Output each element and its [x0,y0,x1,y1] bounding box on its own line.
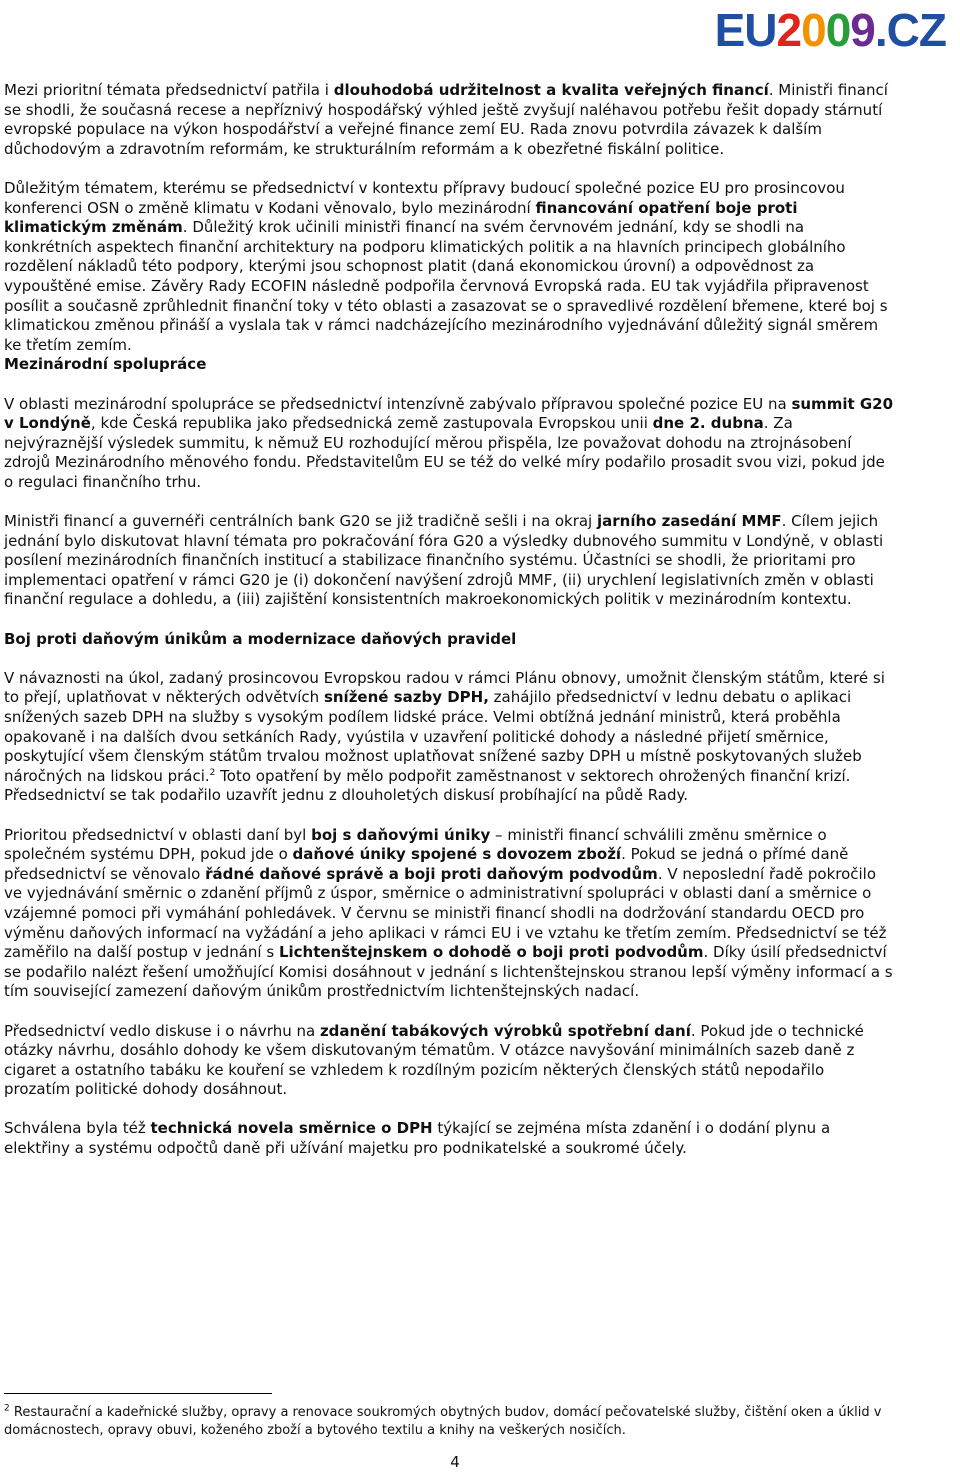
bold-run: jarního zasedání MMF [596,512,782,531]
text-run: V návaznosti na úkol, zadaný prosincovou Evropskou radou v rámci Plánu obnovy, umožnit členským státům, které si to přejí, uplatňovat v některých odvětvích [4,668,885,707]
text-run: zahájilo předsednictví v lednu debatu o aplikaci snížených sazeb DPH na služby s vysokým podílem lidské práce. Velmi obtížná jednání ministrů, která proběhla opakovaně i na dalších dvou setkáních Rady, vyústila v uzavření politické dohody a následné přijetí směrnice, poskytující všem členským státům trvalou možnost uplatňovat snížené sazby DPH u místně poskytovaných služeb náročných na lidskou práci. [4,688,862,785]
text-run: . V neposlední řadě pokročilo ve vyjednávání směrnic o zdanění příjmů z úspor, směrnice o administrativní spolupráci v oblasti daní a směrnice o vzájemné pomoci při vymáhání pohledávek. V červnu se ministři financí shodli na dodržování standardu OECD pro výměnu daňových informací na vyžádání a jeho aplikaci v rámci EU i ve vztahu ke třetím zemím. Předsednictví se též zaměřilo na další postup v jednání s [4,864,887,962]
footnote [4,1404,904,1440]
logo-part: 0 [825,4,851,56]
text-run: . Cílem jejich jednání bylo diskutovat hlavní témata pro pokračování fóra G20 a výsledky dubnového summitu v Londýně, v oblasti posílení mezinárodních finančních institucí a stabilizace finančního systému. Účastníci se shodli, že prioritami pro implementaci opatření v rámci G20 je (i) dokončení navýšení zdrojů MMF, (ii) urychlení legislativních změn v oblasti finanční regulace a dohledu, a (iii) zajištění konsistentních makroekonomických politik v mezinárodním kontextu. [4,512,884,609]
text-run: , kde Česká republika jako předsednická země zastupovala Evropskou unii [90,414,653,433]
logo-part: 9 [850,4,875,56]
page-number: 4 [450,1453,460,1471]
text-run: – ministři financí schválili změnu směrnice o společném systému DPH, pokud jde o [4,825,827,864]
paragraph-imf-meeting [4,512,894,610]
text-run: Toto opatření by mělo podpořit zaměstnanost v sektorech ohrožených finanční krizí. Předsednictví se tak podařilo uzavřít jednu z dlouholetých diskusí probíhající na půdě Rady. [4,766,851,805]
paragraph-public-finances [4,81,894,159]
bold-run: summit G20 v Londýně [4,394,894,433]
text-run: . Ministři financí se shodli, že současná recese a nepříznivý hospodářský výhled ještě zvyšují naléhavou potřebu řešit dopady stárnutí evropské populace na výkon hospodářství a veřejné finance zemí EU. Rada znovu potvrdila závazek k dalším důchodovým a zdravotním reformám, ke strukturálním reformám a k obezřetné fiskální politice. [4,81,888,158]
bold-run: snížené sazby DPH, [323,688,489,707]
text-run: . Díky úsilí předsednictví se podařilo nalézt řešení umožňující Komisi dosáhnout v jednání s lichtenštejnskou stranou lepší výměny informací a s tím související zamezení daňovým únikům prostřednictvím lichtenštejnských nadací. [4,943,893,1001]
bold-run: technická novela směrnice o DPH [150,1119,433,1138]
text-run: . Za nejvýraznější výsledek summitu, k němuž EU rozhodující měrou přispěla, lze považovat dohodu na ztrojnásobení zdrojů Mezinárodního měnového fondu. Představitelům EU se též do velké míry podařilo prosadit svou vizi, pokud jde o regulaci finančního trhu. [4,414,885,491]
section-heading: Boj proti daňovým únikům a modernizace daňových pravidel [4,629,517,648]
text-run: Ministři financí a guvernéři centrálních bank G20 se již tradičně sešli i na okraj [4,512,597,531]
body-text [4,81,894,1159]
text-run: Schválena byla též [4,1119,151,1138]
logo-part: 0 [801,4,826,56]
text-run: Důležitým tématem, kterému se předsednictví v kontextu přípravy budoucí společné pozice EU pro prosincovou konferenci OSN o změně klimatu v Kodani věnovalo, bylo mezinárodní [4,178,845,217]
text-run: . Důležitý krok učinili ministři financí na svém červnovém jednání, kdy se shodli na konkrétních aspektech finanční architektury na podporu klimatických politik a na hlavních principech globálního rozdělení nákladů této podpory, kterými jsou schopnost platit (daná ekonomickou úrovní) a odpovědnost za vypouštěné emise. Závěry Rady ECOFIN následně podpořila červnová Evropská rada. EU tak vyjádřila připravenost posílit a současně zprůhlednit finanční toky v této oblasti a zasazovat se o spravedlivé rozdělení břemene, které boj s klimatickou změnou přináší a vyslala tak v rámci nadcházejícího mezinárodního vyjednávání důležitý signál směrem ke třetím zemím. [4,218,888,354]
text-run: týkající se zejména místa zdanění i o dodání plynu a elektřiny a systému odpočtů daně při užívání majetku pro podnikatelské a soukromé účely. [4,1119,831,1158]
bold-run: řádné daňové správě a boji proti daňovým podvodům [205,864,658,883]
logo-part: 2 [776,4,802,56]
footnote-separator [4,1393,272,1394]
bold-run: dne 2. dubna [652,414,764,433]
paragraph-vat-rates [4,669,894,806]
eu2009-logo [715,6,946,54]
logo-part: EU [714,4,777,56]
text-run: Předsednictví vedlo diskuse i o návrhu na [4,1021,320,1040]
paragraph-climate-financing [4,179,894,355]
text-run: . Pokud se jedná o přímé daně předsednictví se věnovalo [4,845,849,883]
bold-run: dlouhodobá udržitelnost a kvalita veřejných financí [333,81,769,99]
bold-run: financování opatření boje proti klimatickým změnám [4,198,798,237]
bold-run: boj s daňovými úniky [311,825,491,844]
paragraph-tax-evasion [4,826,894,1002]
bold-run: zdanění tabákových výrobků spotřební daní [319,1021,691,1040]
section-heading: Mezinárodní spolupráce [4,355,207,374]
paragraph-g20-summit [4,395,894,493]
paragraph-tobacco-tax [4,1022,894,1100]
text-run: Mezi prioritní témata předsednictví patřila i [4,81,334,99]
footnote-number: 2 [4,1403,10,1414]
text-run: Prioritou předsednictví v oblasti daní byl [4,825,312,844]
text-run: . Pokud jde o technické otázky návrhu, dosáhlo dohody ke všem diskutovaným tématům. V otázce navyšování minimálních sazeb daně z cigaret a ostatního tabáku ke kouření se vzhledem k rozdílným pozicím některých členských států nepodařilo prozatím politické dohody dosáhnout. [4,1021,864,1099]
footnote-text: Restaurační a kadeřnické služby, opravy a renovace soukromých obytných budov, domácí pečovatelské služby, čištění oken a úklid v domácnostech, opravy obuvi, koženého zboží a bytového textilu a knihy na veškerých nosičích. [4,1405,882,1438]
footnote-reference: 2 [209,767,216,778]
logo-part: .CZ [874,4,946,56]
text-run: V oblasti mezinárodní spolupráce se předsednictví intenzívně zabývalo přípravou společné pozice EU na [4,394,792,413]
bold-run: daňové úniky spojené s dovozem zboží [292,845,622,864]
paragraph-vat-amendment [4,1119,894,1158]
bold-run: Lichtenštejnskem o dohodě o boji proti podvodům [278,943,704,962]
